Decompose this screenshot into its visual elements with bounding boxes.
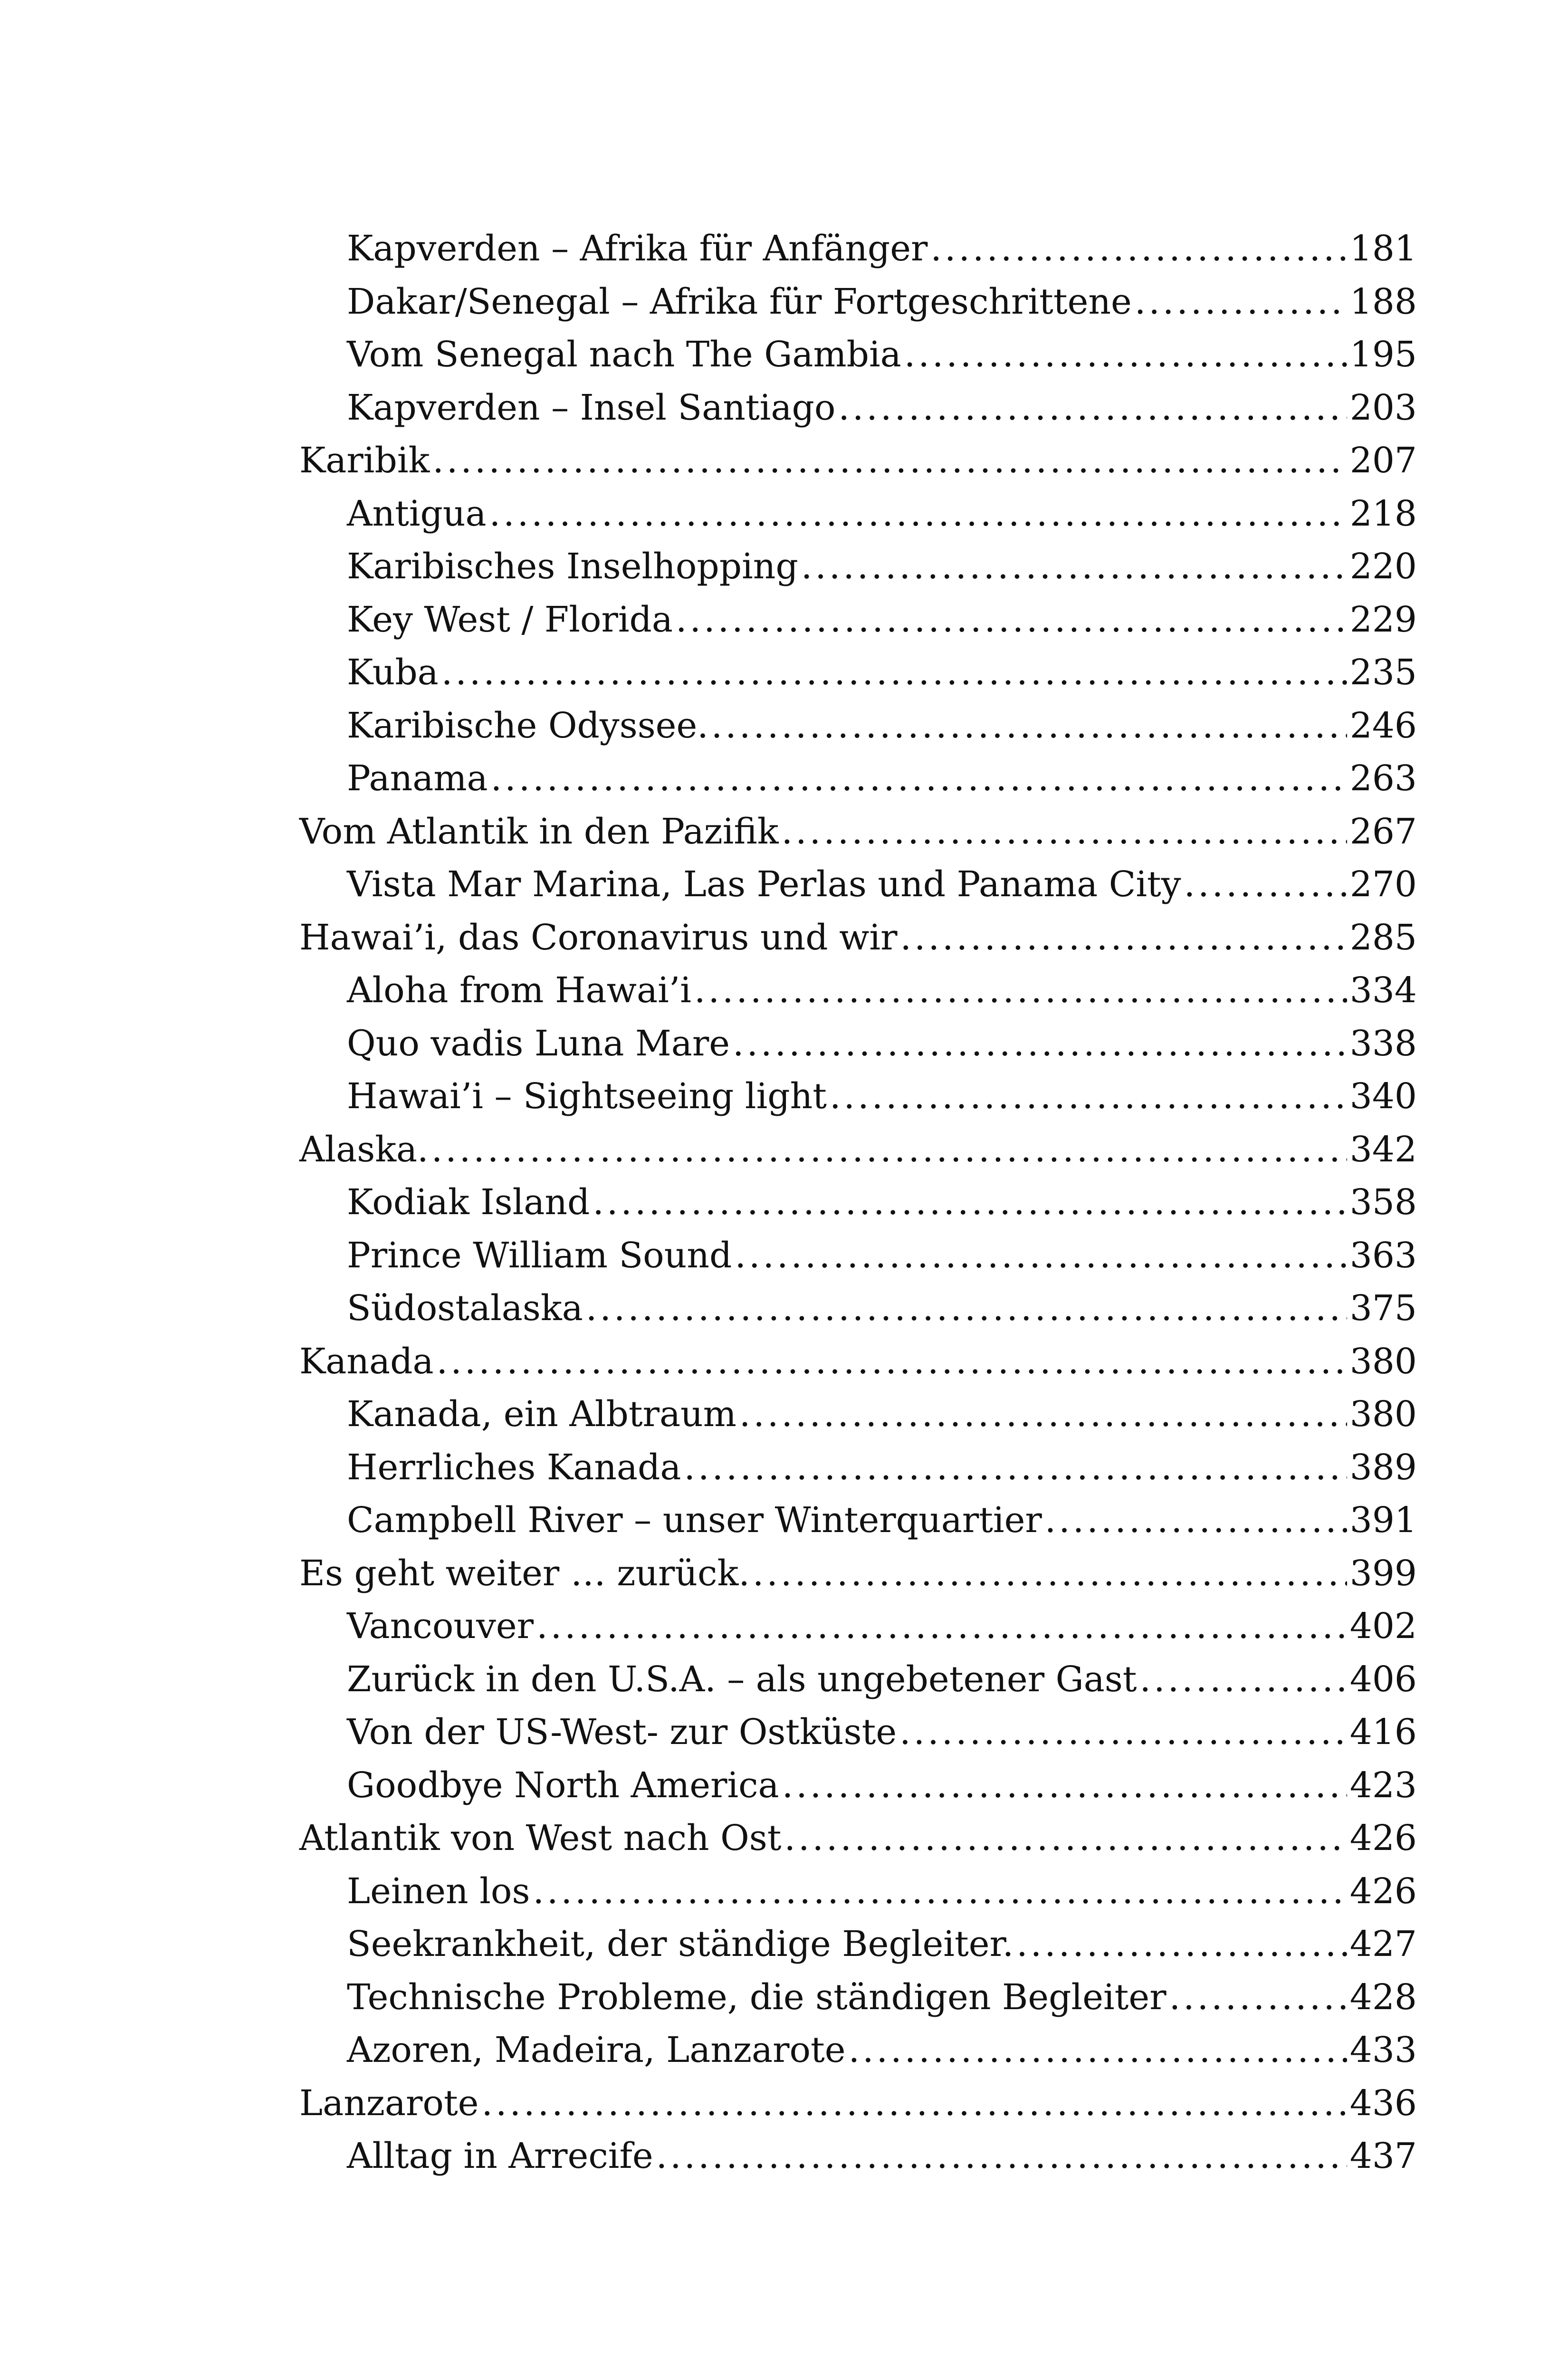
dot-leader: [1140, 1653, 1347, 1706]
toc-entry-page-number: 402: [1349, 1606, 1417, 1647]
toc-entry-title: Herrliches Kanada: [347, 1447, 681, 1488]
toc-subentry: [299, 222, 1417, 276]
toc-entry-page-number: 433: [1349, 2030, 1417, 2070]
toc-subentry: [299, 2024, 1417, 2077]
toc-subentry: [299, 1759, 1417, 1812]
toc-entry: [299, 1335, 1417, 1389]
dot-leader: [733, 1017, 1347, 1071]
toc-subentry: [299, 488, 1417, 541]
toc-entry-title: Hawai’i, das Coronavirus und wir: [299, 917, 898, 958]
toc-entry-page-number: 416: [1349, 1712, 1417, 1753]
toc-entry-page-number: 340: [1349, 1076, 1417, 1117]
dot-leader: [735, 1229, 1347, 1283]
dot-leader: [830, 1070, 1347, 1123]
toc-entry-page-number: 426: [1349, 1870, 1417, 1912]
toc-subentry: [299, 328, 1417, 382]
toc-entry-title: Atlantik von West nach Ost: [299, 1818, 782, 1859]
toc-entry-page-number: 195: [1349, 334, 1417, 375]
toc-subentry: [299, 1282, 1417, 1335]
toc-entry-title: Kapverden – Afrika für Anfänger: [347, 228, 928, 269]
dot-leader: [838, 382, 1347, 435]
toc-subentry: [299, 2130, 1417, 2183]
toc-entry-page-number: 375: [1349, 1288, 1417, 1329]
toc-entry-title: Zurück in den U.S.A. – als ungebetener Gast: [347, 1658, 1137, 1700]
dot-leader: [784, 1812, 1347, 1865]
toc-entry-page-number: 203: [1349, 387, 1417, 428]
dot-leader: [711, 699, 1347, 753]
toc-entry-title: Kanada, ein Albtraum: [347, 1394, 736, 1435]
toc-entry-title: Südostalaska: [347, 1288, 583, 1329]
toc-entry-title: Technische Probleme, die ständigen Begleiter: [347, 1976, 1166, 2018]
toc-entry-title: Vancouver: [347, 1606, 534, 1647]
dot-leader: [684, 1441, 1347, 1495]
toc-entry-title: Vom Atlantik in den Pazifik: [299, 811, 779, 852]
toc-entry-title: Aloha from Hawai’i: [347, 970, 691, 1011]
toc-entry-title: Hawai’i – Sightseeing light: [347, 1076, 827, 1117]
toc-subentry: [299, 594, 1417, 647]
toc-subentry: [299, 858, 1417, 911]
dot-leader: [739, 1388, 1347, 1441]
dot-leader: [899, 1706, 1347, 1759]
dot-leader: [782, 1759, 1347, 1812]
toc-subentry: [299, 1918, 1417, 1971]
toc-entry-page-number: 220: [1349, 546, 1417, 587]
dot-leader: [1169, 1971, 1347, 2024]
dot-leader: [536, 1600, 1347, 1653]
toc-entry-page-number: 426: [1349, 1818, 1417, 1859]
toc-subentry: [299, 752, 1417, 805]
toc-subentry: [299, 1865, 1417, 1918]
toc-entry-title: Es geht weiter … zurück.: [299, 1552, 750, 1594]
toc-entry-title: Alltag in Arrecife: [347, 2136, 653, 2176]
toc-subentry: [299, 1229, 1417, 1283]
toc-entry-page-number: 358: [1349, 1182, 1417, 1223]
toc-subentry: [299, 1070, 1417, 1123]
toc-entry-page-number: 207: [1349, 440, 1417, 481]
toc-entry: [299, 1547, 1417, 1600]
toc-subentry: [299, 382, 1417, 435]
dot-leader: [753, 1547, 1347, 1600]
dot-leader: [533, 1865, 1347, 1918]
toc-entry-page-number: 235: [1349, 652, 1417, 693]
toc-entry-title: Prince William Sound: [347, 1235, 732, 1276]
toc-entry-title: Kanada: [299, 1341, 434, 1382]
dot-leader: [593, 1176, 1347, 1229]
toc-entry-title: Karibisches Inselhopping: [347, 546, 798, 587]
toc-entry-title: Azoren, Madeira, Lanzarote: [347, 2030, 846, 2070]
toc-entry-page-number: 285: [1349, 917, 1417, 958]
toc-entry-page-number: 267: [1349, 811, 1417, 852]
toc-entry-title: Kuba: [347, 652, 439, 693]
dot-leader: [432, 434, 1347, 488]
toc-entry-page-number: 436: [1349, 2082, 1417, 2124]
toc-entry-page-number: 428: [1349, 1976, 1417, 2018]
toc-entry: [299, 1812, 1417, 1865]
toc-entry-title: Dakar/Senegal – Afrika für Fortgeschrittene: [347, 281, 1132, 322]
dot-leader: [930, 222, 1347, 276]
toc-subentry: [299, 1388, 1417, 1441]
toc-entry-page-number: 437: [1349, 2136, 1417, 2176]
toc-subentry: [299, 276, 1417, 329]
toc-entry-page-number: 427: [1349, 1924, 1417, 1964]
dot-leader: [656, 2130, 1347, 2183]
toc-entry: [299, 1123, 1417, 1177]
toc-subentry: [299, 964, 1417, 1017]
toc-entry-title: Kapverden – Insel Santiago: [347, 387, 836, 428]
toc-entry-title: Quo vadis Luna Mare: [347, 1023, 730, 1064]
toc-entry-title: Panama: [347, 758, 488, 799]
toc-entry-page-number: 399: [1349, 1552, 1417, 1594]
toc-subentry: [299, 1971, 1417, 2024]
dot-leader: [694, 964, 1347, 1017]
toc-entry-page-number: 270: [1349, 864, 1417, 905]
toc-entry-title: Von der US-West- zur Ostküste: [347, 1712, 897, 1753]
toc-entry-page-number: 391: [1349, 1500, 1417, 1541]
toc-entry-title: Leinen los: [347, 1870, 530, 1912]
toc-entry-page-number: 389: [1349, 1447, 1417, 1488]
toc-subentry: [299, 540, 1417, 594]
dot-leader: [437, 1335, 1347, 1389]
toc-entry-title: Vom Senegal nach The Gambia: [347, 334, 901, 375]
dot-leader: [431, 1123, 1347, 1177]
toc-entry-title: Karibik: [299, 440, 430, 481]
toc-entry-title: Kodiak Island: [347, 1182, 590, 1223]
toc-entry-page-number: 246: [1349, 705, 1417, 746]
table-of-contents: [299, 222, 1417, 2183]
dot-leader: [1045, 1494, 1347, 1547]
toc-entry-page-number: 406: [1349, 1658, 1417, 1700]
toc-entry-page-number: 218: [1349, 493, 1417, 534]
toc-entry-page-number: 181: [1349, 228, 1417, 269]
toc-entry-title: Karibische Odyssee.: [347, 705, 708, 746]
toc-entry-page-number: 380: [1349, 1394, 1417, 1435]
dot-leader: [491, 752, 1347, 805]
toc-entry-page-number: 334: [1349, 970, 1417, 1011]
toc-subentry: [299, 1441, 1417, 1495]
toc-entry-page-number: 338: [1349, 1023, 1417, 1064]
dot-leader: [904, 328, 1347, 382]
dot-leader: [1016, 1918, 1347, 1971]
toc-entry: [299, 2077, 1417, 2130]
dot-leader: [489, 488, 1347, 541]
dot-leader: [801, 540, 1347, 594]
toc-entry-page-number: 342: [1349, 1129, 1417, 1170]
dot-leader: [481, 2077, 1347, 2130]
dot-leader: [1135, 276, 1347, 329]
toc-entry-page-number: 263: [1349, 758, 1417, 799]
toc-entry-page-number: 423: [1349, 1764, 1417, 1806]
toc-subentry: [299, 1600, 1417, 1653]
toc-subentry: [299, 1176, 1417, 1229]
toc-entry-page-number: 229: [1349, 599, 1417, 640]
toc-entry-title: Campbell River – unser Winterquartier: [347, 1500, 1042, 1541]
dot-leader: [900, 911, 1347, 965]
toc-entry-title: Antigua: [347, 493, 487, 534]
toc-subentry: [299, 1653, 1417, 1706]
toc-entry: [299, 911, 1417, 965]
dot-leader: [1184, 858, 1347, 911]
dot-leader: [849, 2024, 1347, 2077]
toc-subentry: [299, 646, 1417, 699]
toc-subentry: [299, 1706, 1417, 1759]
toc-entry-title: Seekrankheit, der ständige Begleiter.: [347, 1924, 1014, 1964]
toc-entry-title: Lanzarote: [299, 2082, 479, 2124]
toc-subentry: [299, 1494, 1417, 1547]
toc-subentry: [299, 699, 1417, 753]
toc-entry-title: Alaska.: [299, 1129, 429, 1170]
dot-leader: [586, 1282, 1347, 1335]
dot-leader: [441, 646, 1347, 699]
toc-entry-page-number: 188: [1349, 281, 1417, 322]
toc-entry-title: Goodbye North America: [347, 1764, 779, 1806]
dot-leader: [782, 805, 1347, 859]
toc-entry: [299, 805, 1417, 859]
toc-entry: [299, 434, 1417, 488]
toc-subentry: [299, 1017, 1417, 1071]
dot-leader: [676, 594, 1347, 647]
toc-entry-page-number: 380: [1349, 1341, 1417, 1382]
toc-entry-page-number: 363: [1349, 1235, 1417, 1276]
toc-entry-title: Key West / Florida: [347, 599, 673, 640]
toc-entry-title: Vista Mar Marina, Las Perlas und Panama City: [347, 864, 1181, 905]
